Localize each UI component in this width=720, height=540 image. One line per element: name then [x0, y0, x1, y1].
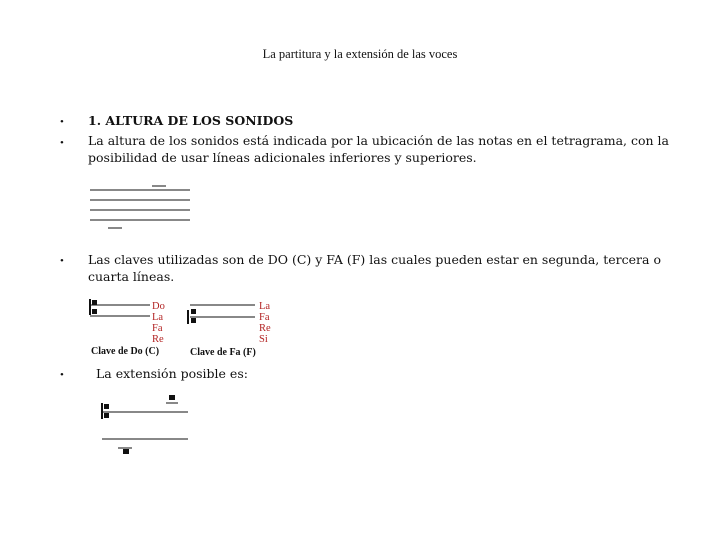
- bullet: •: [60, 369, 64, 381]
- c-clef-icon: [101, 403, 109, 419]
- section1-text: La altura de los sonidos está indicada por la ubicación de las notas en el tetragrama, con la posibilidad de usar líneas adicionales inferiores y superiores.: [88, 133, 669, 165]
- page-title: La partitura y la extensión de las voces: [262, 47, 458, 61]
- section3-text: La extensión posible es:: [96, 366, 248, 381]
- section2-text: Las claves utilizadas son de DO (C) y FA (F) las cuales pueden estar en segunda, tercera o cuarta líneas.: [88, 252, 661, 284]
- c-clef-note-label: Fa: [152, 323, 163, 334]
- c-clef-icon: [89, 299, 97, 315]
- c-clef-note-label: Re: [152, 334, 164, 345]
- note-high: [169, 395, 175, 400]
- section-heading: 1. ALTURA DE LOS SONIDOS: [88, 113, 294, 128]
- c-clef-caption: Clave de Do (C): [91, 346, 160, 357]
- bullet: •: [60, 116, 64, 128]
- f-clef-icon: [187, 309, 196, 324]
- bullet: •: [60, 255, 64, 267]
- f-clef-note-label: Re: [259, 323, 271, 334]
- f-clef-caption: Clave de Fa (F): [190, 347, 256, 358]
- f-clef-staff: [190, 305, 255, 317]
- c-clef-staff: [90, 305, 150, 316]
- bullet: •: [60, 137, 64, 149]
- note-low: [123, 449, 129, 454]
- f-clef-note-label: Fa: [259, 312, 270, 323]
- c-clef-note-label: Do: [152, 301, 165, 312]
- c-clef-note-label: La: [152, 312, 164, 323]
- f-clef-note-label: La: [259, 301, 271, 312]
- f-clef-note-label: Si: [259, 334, 268, 345]
